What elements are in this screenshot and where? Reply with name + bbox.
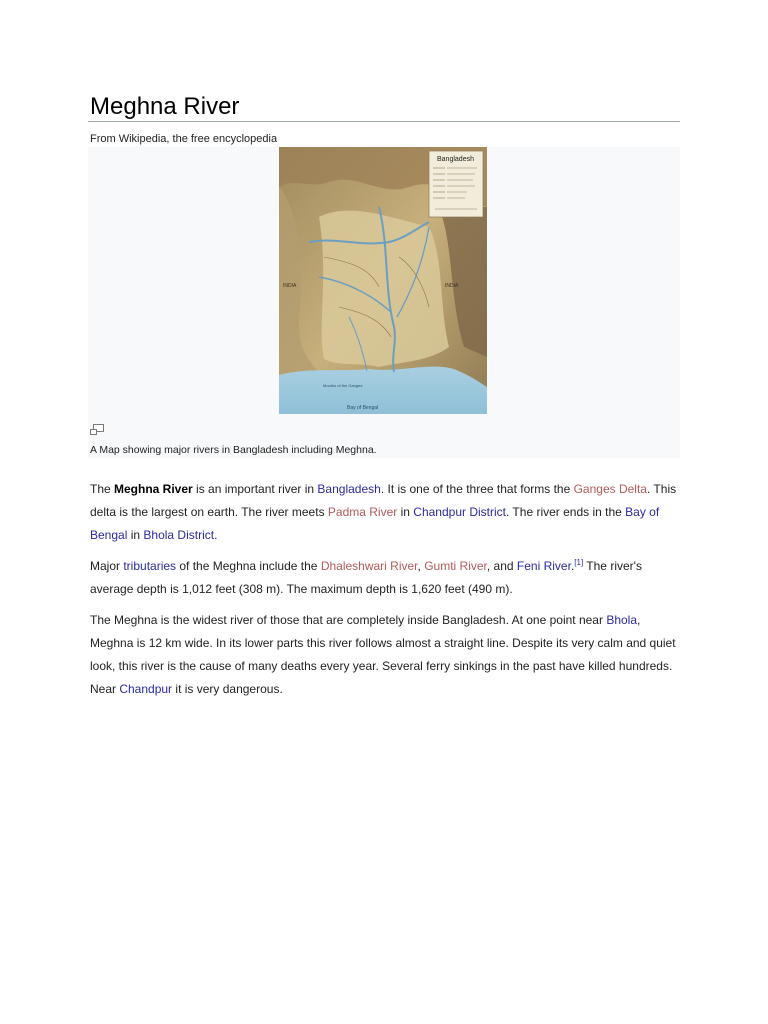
text: , Meghna is 12 km wide. In its lower parts this river follows almost a straight line. Despite its very calm and quiet look, this river is the cause of many deaths every year. Several ferry sinkings in the past have killed hundreds. Near bbox=[90, 613, 676, 696]
text: it is very dangerous. bbox=[172, 682, 283, 696]
text: . bbox=[570, 559, 575, 573]
map-figure bbox=[88, 147, 680, 458]
text: in bbox=[127, 528, 144, 542]
text: Major bbox=[90, 559, 124, 573]
map-label-india-east: INDIA bbox=[445, 283, 459, 289]
text: . The river ends in the bbox=[505, 505, 626, 519]
text: The river's average depth is 1,012 feet (308 m). The maximum depth is 1,620 feet (490 m). bbox=[90, 559, 642, 596]
text: . bbox=[214, 528, 218, 542]
link-bhola[interactable]: Bhola bbox=[606, 613, 638, 627]
text: . It is one of the three that forms the bbox=[380, 482, 574, 496]
text: of the Meghna include the bbox=[176, 559, 321, 573]
figure-caption: A Map showing major rivers in Bangladesh including Meghna. bbox=[90, 444, 377, 456]
text: in bbox=[397, 505, 414, 519]
map-label-mouths: Mouths of the Ganges bbox=[323, 383, 363, 388]
text: The bbox=[90, 482, 115, 496]
text: , bbox=[417, 559, 425, 573]
link-chandpur[interactable]: Chandpur bbox=[119, 682, 173, 696]
map-legend-title: Bangladesh bbox=[437, 156, 474, 163]
bold-term: Meghna River bbox=[114, 482, 193, 496]
link-bhola-district[interactable]: Bhola District bbox=[143, 528, 215, 542]
link-chandpur-district[interactable]: Chandpur District bbox=[413, 505, 506, 519]
link-tributaries[interactable]: tributaries bbox=[123, 559, 177, 573]
title-divider bbox=[88, 121, 680, 122]
paragraph-width bbox=[90, 609, 680, 701]
link-dhaleshwari-river[interactable]: Dhaleshwari River bbox=[320, 559, 418, 573]
text: The Meghna is the widest river of those that are completely inside Bangladesh. At one point near bbox=[90, 613, 607, 627]
bangladesh-rivers-map[interactable] bbox=[279, 147, 487, 414]
map-label-india-west: INDIA bbox=[283, 283, 297, 289]
link-feni-river[interactable]: Feni River bbox=[516, 559, 571, 573]
link-ganges-delta[interactable]: Ganges Delta bbox=[573, 482, 647, 496]
article-body bbox=[90, 478, 680, 709]
enlarge-icon[interactable] bbox=[90, 423, 104, 435]
link-gumti-river[interactable]: Gumti River bbox=[424, 559, 487, 573]
link-bangladesh[interactable]: Bangladesh bbox=[317, 482, 381, 496]
link-bay-of-bengal[interactable]: Bay of Bengal bbox=[90, 505, 660, 542]
site-tagline: From Wikipedia, the free encyclopedia bbox=[90, 133, 278, 145]
map-label-bay: Bay of Bengal bbox=[347, 405, 379, 411]
page-title: Meghna River bbox=[90, 93, 240, 120]
text: is an important river in bbox=[192, 482, 318, 496]
paragraph-intro bbox=[90, 478, 680, 547]
reference-link[interactable]: [1] bbox=[574, 558, 584, 567]
link-padma-river[interactable]: Padma River bbox=[327, 505, 398, 519]
text: , and bbox=[486, 559, 517, 573]
text: . This delta is the largest on earth. The river meets bbox=[90, 482, 677, 519]
paragraph-tributaries bbox=[90, 555, 680, 601]
